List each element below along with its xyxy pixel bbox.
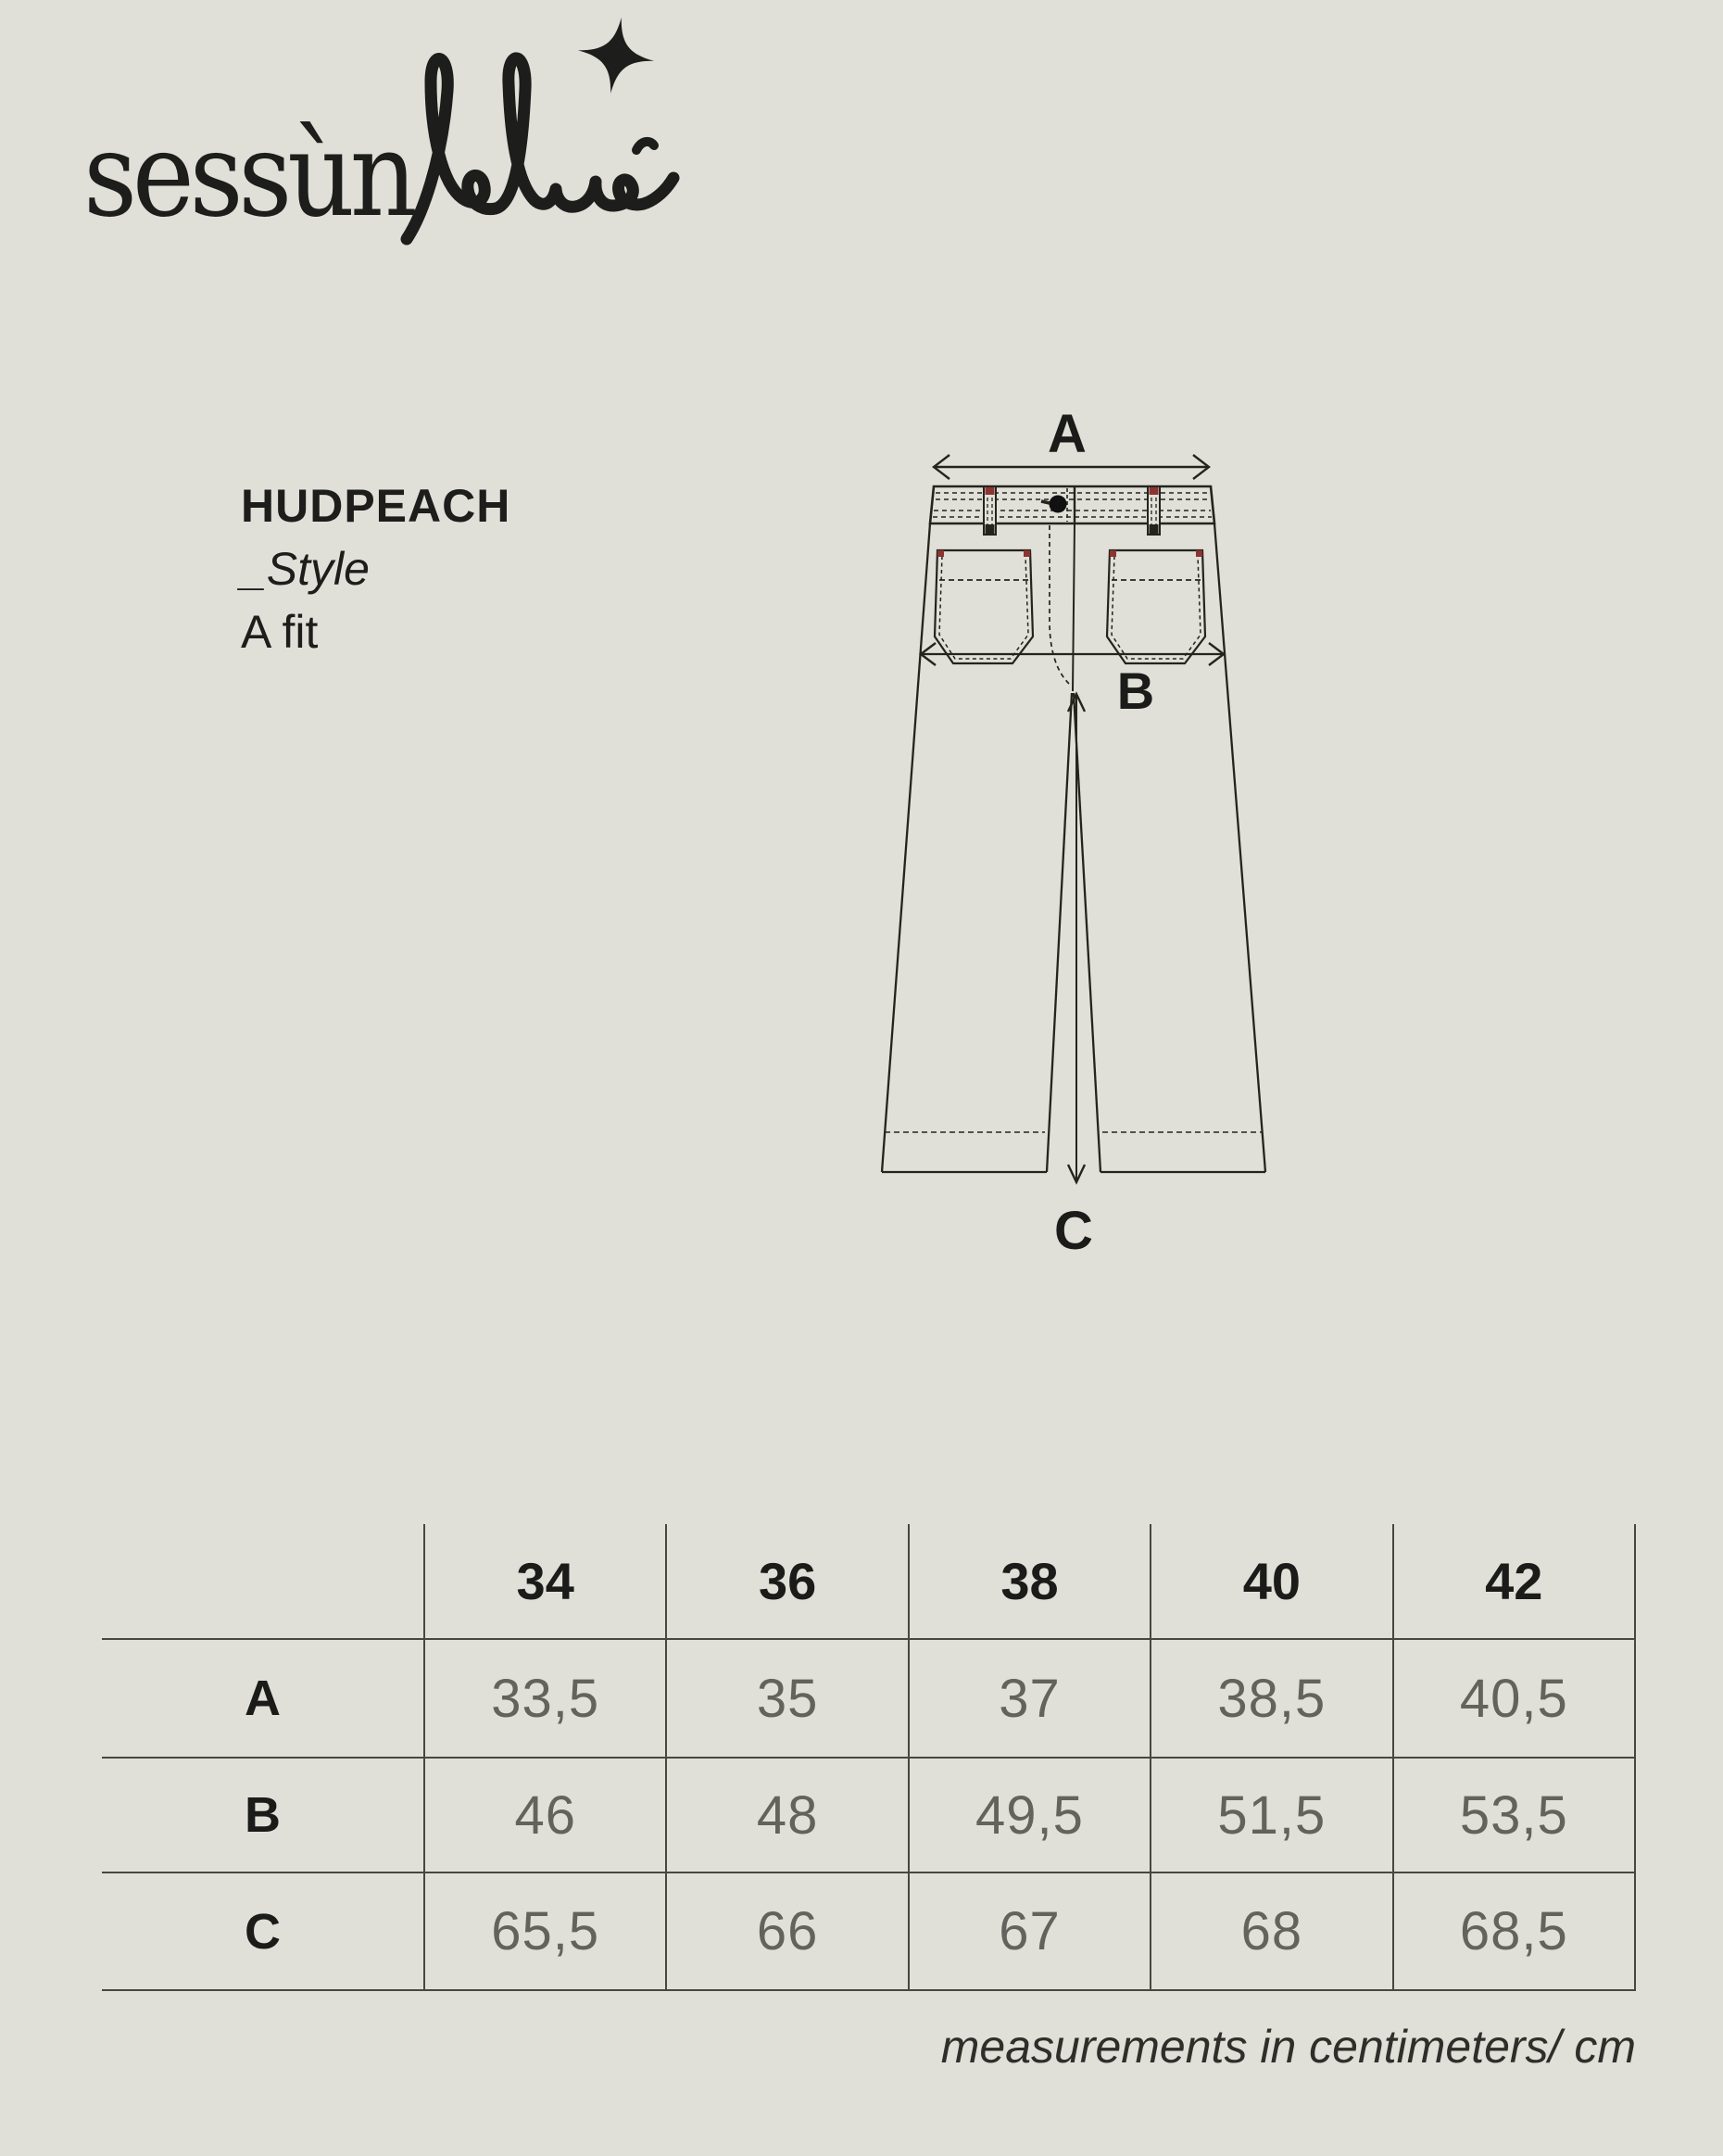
waistband — [930, 486, 1214, 523]
measure-c-40: 68 — [1151, 1872, 1392, 1990]
measure-b-38: 49,5 — [909, 1758, 1151, 1872]
side-seam-right — [1214, 523, 1265, 1172]
side-seam-left — [882, 523, 930, 1172]
measure-c-36: 66 — [666, 1872, 908, 1990]
measure-b-42: 53,5 — [1393, 1758, 1635, 1872]
row-label-c: C — [102, 1872, 424, 1990]
size-col-34: 34 — [424, 1524, 666, 1639]
size-table — [102, 1524, 1636, 1991]
measure-a-40: 38,5 — [1151, 1639, 1392, 1758]
product-name: HUDPEACH — [241, 480, 511, 532]
table-row — [102, 1872, 1635, 1990]
size-col-40: 40 — [1151, 1524, 1392, 1639]
product-style-label: _Style — [241, 543, 370, 595]
dim-label-c: C — [1054, 1201, 1093, 1260]
product-fit: A fit — [241, 606, 319, 658]
size-col-36: 36 — [666, 1524, 908, 1639]
measure-a-34: 33,5 — [424, 1639, 666, 1758]
fly-stitch — [1050, 525, 1069, 684]
inseam-left — [1047, 693, 1072, 1172]
inseam-right — [1074, 693, 1100, 1172]
table-row — [102, 1758, 1635, 1872]
button — [1050, 496, 1067, 513]
belt-loop-right — [1148, 486, 1160, 535]
dim-label-a: A — [1048, 404, 1087, 464]
size-col-42: 42 — [1393, 1524, 1635, 1639]
script-e-accent — [636, 142, 654, 150]
measure-b-36: 48 — [666, 1758, 908, 1872]
corner-cell — [102, 1524, 424, 1639]
product-info — [241, 474, 510, 663]
measure-a-42: 40,5 — [1393, 1639, 1635, 1758]
pocket-left — [935, 550, 1033, 663]
dim-label-b: B — [1116, 662, 1155, 720]
brand-wordmark: sessùn — [83, 107, 413, 243]
measure-b-34: 46 — [424, 1758, 666, 1872]
measure-a-36: 35 — [666, 1639, 908, 1758]
measure-b-40: 51,5 — [1151, 1758, 1392, 1872]
measure-c-42: 68,5 — [1393, 1872, 1635, 1990]
measure-c-38: 67 — [909, 1872, 1151, 1990]
size-col-38: 38 — [909, 1524, 1151, 1639]
size-table-header-row — [102, 1524, 1635, 1639]
sparkle-star-icon — [574, 9, 658, 102]
units-note: measurements in centimeters/ cm — [940, 2021, 1636, 2073]
row-label-a: A — [102, 1639, 424, 1758]
measure-a-38: 37 — [909, 1639, 1151, 1758]
garment-diagram — [862, 398, 1306, 1260]
row-label-b: B — [102, 1758, 424, 1872]
pocket-right — [1107, 550, 1205, 663]
table-row — [102, 1639, 1635, 1758]
measure-c-34: 65,5 — [424, 1872, 666, 1990]
belt-loop-left — [984, 486, 996, 535]
